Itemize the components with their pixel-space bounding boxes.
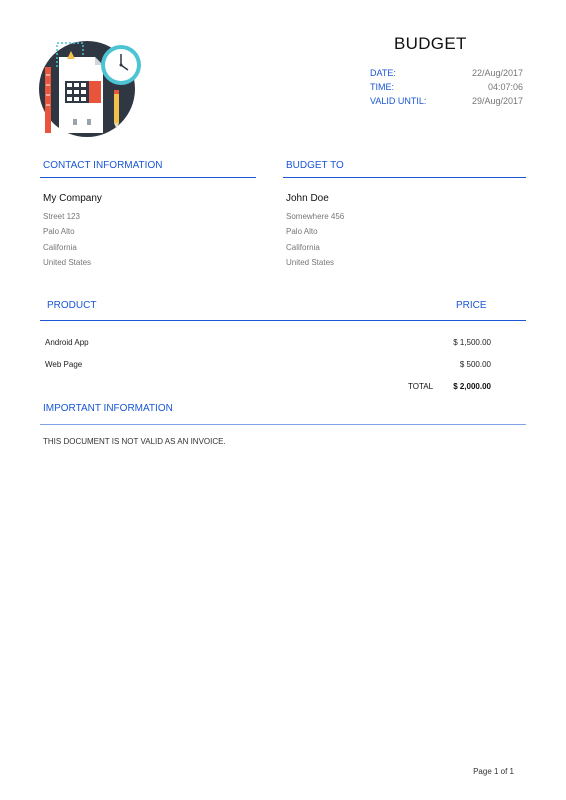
important-divider	[40, 424, 526, 425]
contact-divider	[40, 177, 256, 178]
valid-until-value: 29/Aug/2017	[471, 96, 523, 106]
contact-country: United States	[43, 258, 92, 267]
product-column-header: PRODUCT	[47, 300, 97, 311]
time-value: 04:07:06	[487, 82, 523, 92]
client-state: California	[286, 243, 320, 252]
contact-name: My Company	[43, 193, 102, 204]
document-title: BUDGET	[394, 34, 467, 53]
budget-to-heading: BUDGET TO	[286, 160, 344, 171]
product-row-name: Android App	[45, 338, 89, 347]
price-column-header: PRICE	[456, 300, 487, 311]
contact-state: California	[43, 243, 77, 252]
budget-to-divider	[283, 177, 526, 178]
important-notice: THIS DOCUMENT IS NOT VALID AS AN INVOICE.	[43, 437, 226, 446]
budget-logo-icon	[37, 37, 141, 137]
contact-city: Palo Alto	[43, 227, 75, 236]
total-label: TOTAL	[408, 382, 434, 391]
contact-heading: CONTACT INFORMATION	[43, 160, 163, 171]
total-value: $ 2,000.00	[453, 382, 491, 391]
page-number: Page 1 of 1	[473, 767, 514, 776]
client-city: Palo Alto	[286, 227, 318, 236]
date-label: DATE:	[370, 68, 396, 78]
time-label: TIME:	[370, 82, 394, 92]
date-value: 22/Aug/2017	[471, 68, 523, 78]
product-table-divider	[40, 320, 526, 321]
contact-street: Street 123	[43, 212, 80, 221]
valid-until-label: VALID UNTIL:	[370, 96, 427, 106]
product-row-name: Web Page	[45, 360, 83, 369]
important-heading: IMPORTANT INFORMATION	[43, 403, 173, 414]
client-street: Somewhere 456	[286, 212, 345, 221]
product-row-price: $ 1,500.00	[453, 338, 491, 347]
client-country: United States	[286, 258, 335, 267]
client-name: John Doe	[286, 193, 329, 204]
product-row-price: $ 500.00	[459, 360, 491, 369]
